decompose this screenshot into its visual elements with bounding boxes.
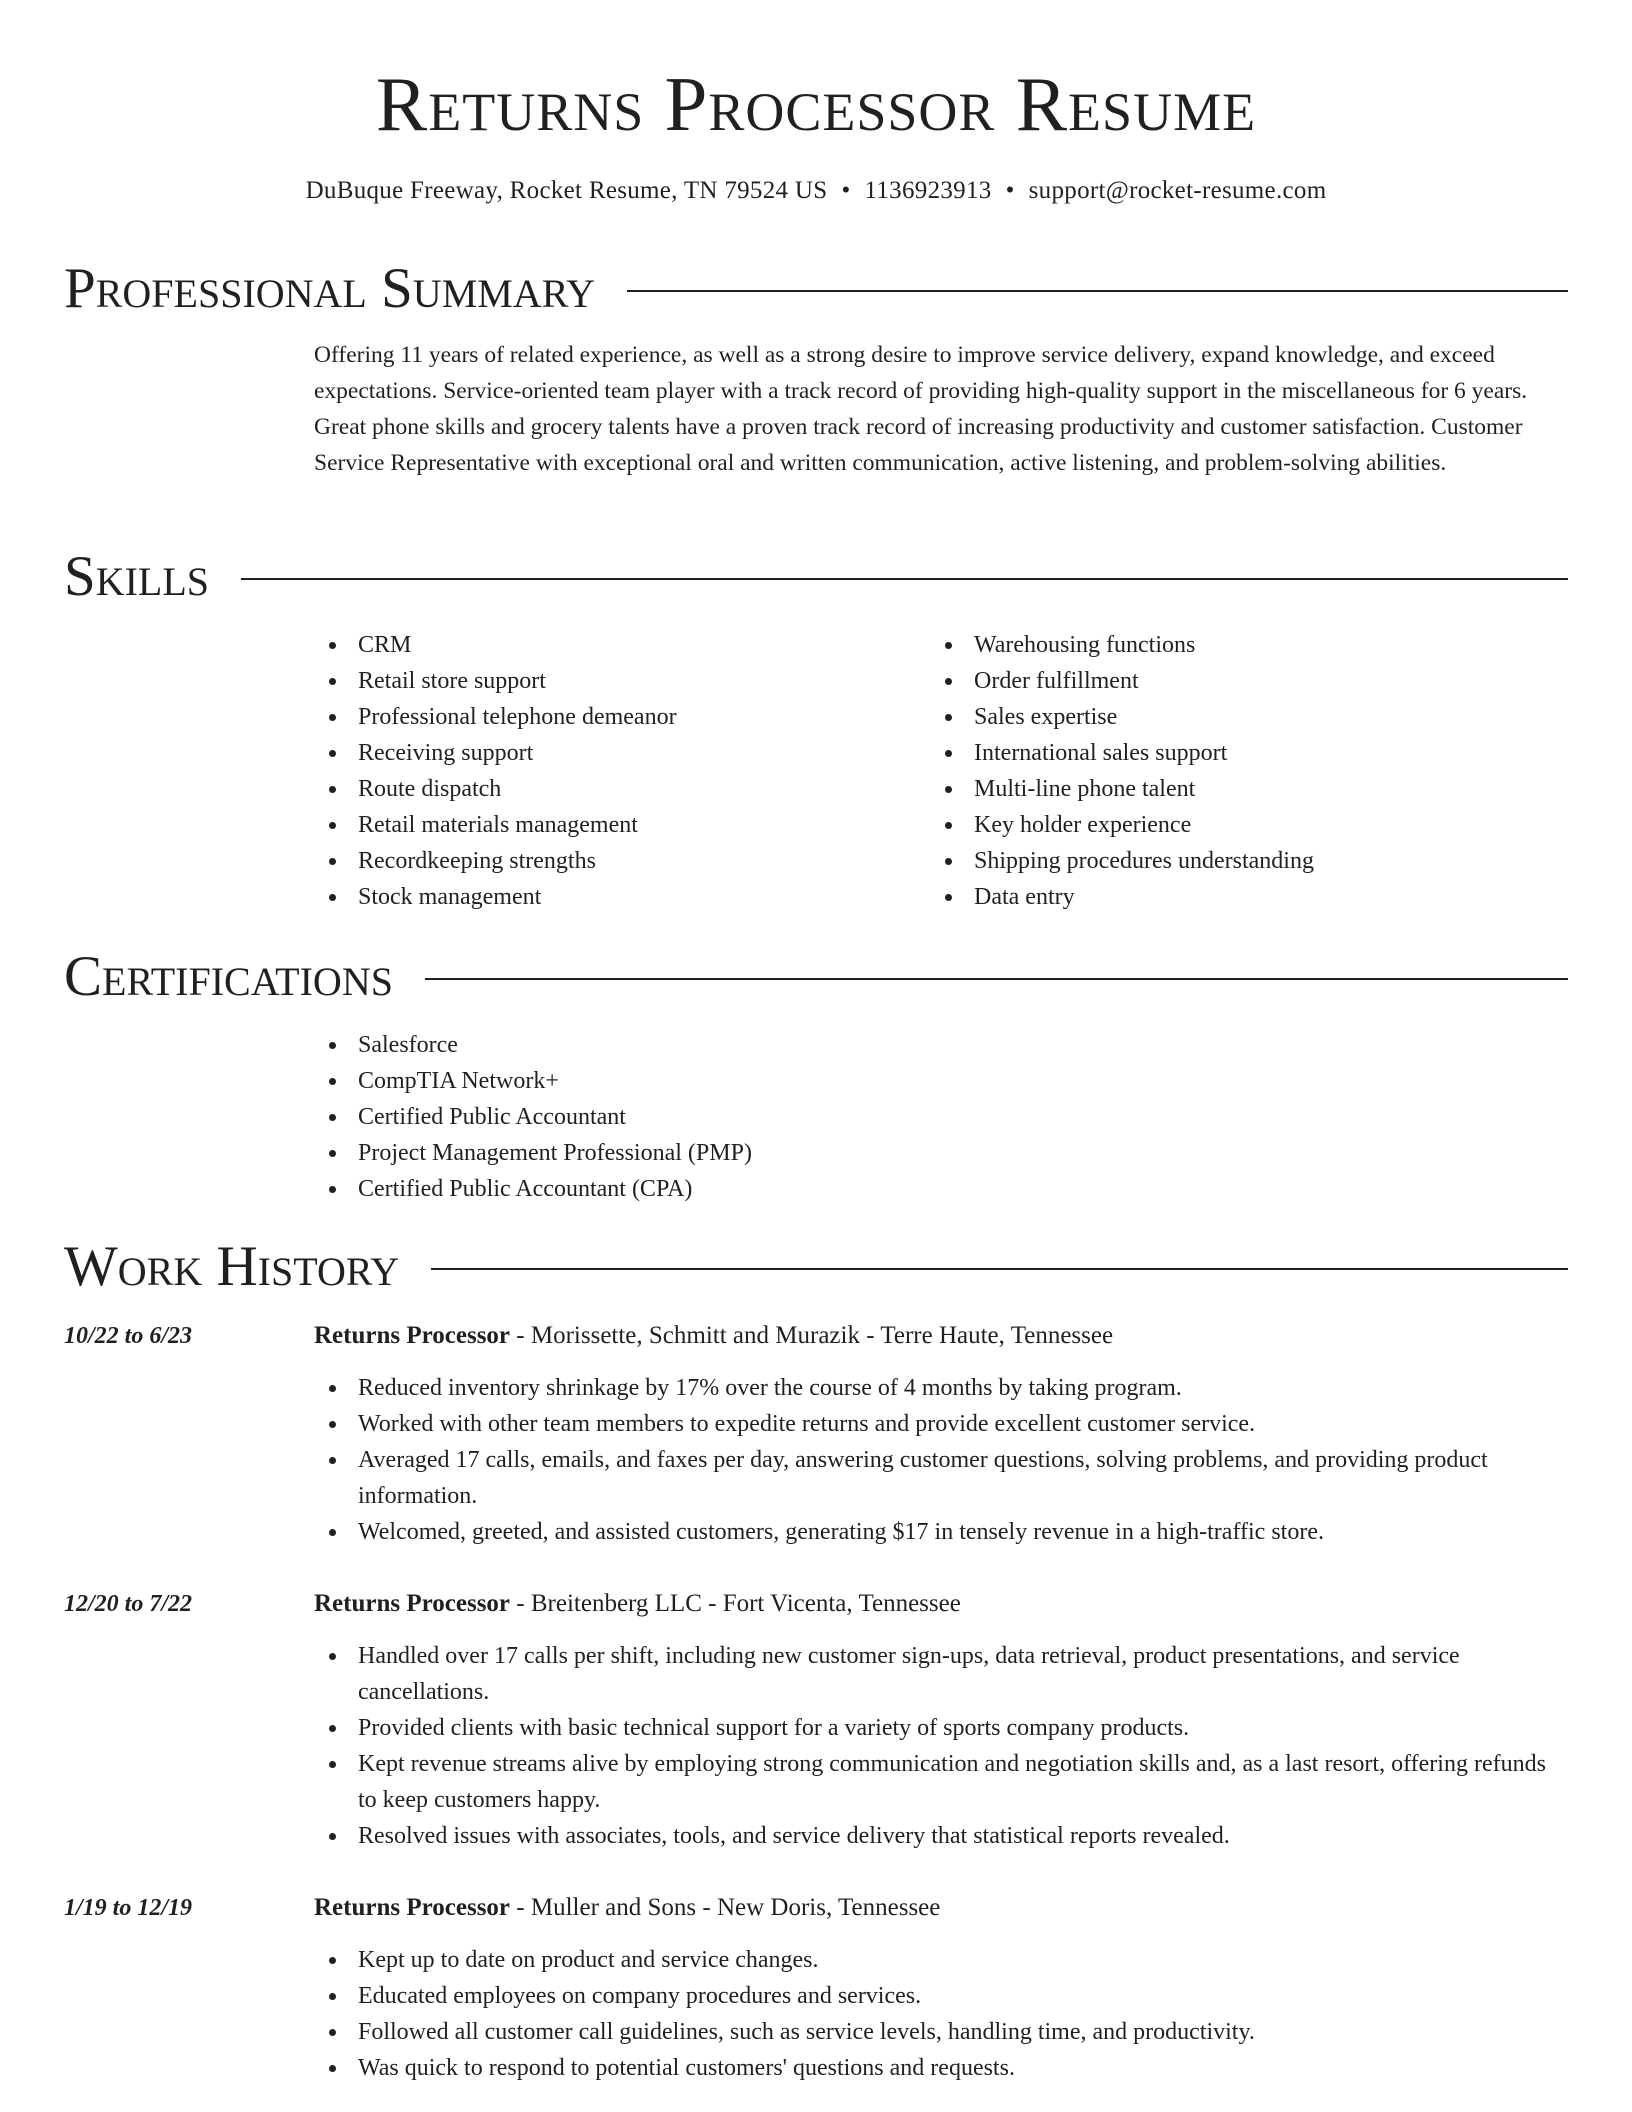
job-duty-item: Provided clients with basic technical support for a variety of sports company products. <box>314 1710 1568 1746</box>
job-dates: 12/20 to 7/22 <box>64 1591 193 1617</box>
contact-separator: • <box>841 177 851 204</box>
skill-item: Order fulfillment <box>930 663 1568 699</box>
job-duty-item: Reduced inventory shrinkage by 17% over the course of 4 months by taking program. <box>314 1370 1568 1406</box>
contact-phone: 1136923913 <box>864 177 992 204</box>
job-duty-item: Handled over 17 calls per shift, including new customer sign-ups, data retrieval, product presentations, and service cancellations. <box>314 1638 1568 1710</box>
section-title-certifications: Certifications <box>64 945 393 1008</box>
section-title-summary: Professional Summary <box>64 257 596 320</box>
skill-item: International sales support <box>930 735 1568 771</box>
certification-item: Project Management Professional (PMP) <box>314 1135 1568 1171</box>
job-duty-item: Averaged 17 calls, emails, and faxes per day, answering customer questions, solving problems, and providing product information. <box>314 1442 1568 1514</box>
job-duty-item: Followed all customer call guidelines, such as service levels, handling time, and productivity. <box>314 2014 1568 2050</box>
section-header-summary <box>64 256 1568 322</box>
contact-address: DuBuque Freeway, Rocket Resume, TN 79524 US <box>305 177 828 204</box>
certification-item: Certified Public Accountant (CPA) <box>314 1171 1568 1207</box>
job-role: Returns Processor <box>314 1322 511 1349</box>
skill-item: Warehousing functions <box>930 627 1568 663</box>
job-duties-list <box>314 1370 1568 1550</box>
job-heading <box>314 1586 1568 1622</box>
skill-item: Stock management <box>314 879 914 915</box>
section-title-work-history: Work History <box>64 1235 400 1298</box>
skill-item: Retail materials management <box>314 807 914 843</box>
section-divider <box>627 290 1568 292</box>
resume-title: Returns Processor Resume <box>375 61 1257 147</box>
job-duty-item: Kept up to date on product and service changes. <box>314 1942 1568 1978</box>
job-employer-location: - Breitenberg LLC - Fort Vicenta, Tennessee <box>510 1590 961 1617</box>
job-duties-list <box>314 1942 1568 2086</box>
contact-line <box>0 174 1632 208</box>
contact-email: support@rocket-resume.com <box>1028 177 1327 204</box>
job-employer-location: - Muller and Sons - New Doris, Tennessee <box>510 1894 941 1921</box>
job-duty-item: Kept revenue streams alive by employing strong communication and negotiation skills and, as a last resort, offering refunds to keep customers happy. <box>314 1746 1568 1818</box>
job-duty-item: Worked with other team members to expedite returns and provide excellent customer service. <box>314 1406 1568 1442</box>
skill-item: Data entry <box>930 879 1568 915</box>
summary-text: Offering 11 years of related experience, as well as a strong desire to improve service delivery, expand knowledge, and exceed expectations. Service-oriented team player with a track record of providing high-quality support in the miscellaneous for 6 years. Great phone skills and grocery talents have a proven track record of increasing productivity and customer satisfaction. Customer Service Representative with exceptional oral and written communication, active listening, and problem-solving abilities. <box>314 342 1528 476</box>
section-title-skills: Skills <box>64 545 210 608</box>
skill-item: Professional telephone demeanor <box>314 699 914 735</box>
skill-item: Multi-line phone talent <box>930 771 1568 807</box>
job-dates: 1/19 to 12/19 <box>64 1895 193 1921</box>
skill-item: Recordkeeping strengths <box>314 843 914 879</box>
skill-item: Route dispatch <box>314 771 914 807</box>
job-duty-item: Was quick to respond to potential customers' questions and requests. <box>314 2050 1568 2086</box>
job-employer-location: - Morissette, Schmitt and Murazik - Terre Haute, Tennessee <box>510 1322 1114 1349</box>
skill-item: Key holder experience <box>930 807 1568 843</box>
job-duty-item: Resolved issues with associates, tools, and service delivery that statistical reports revealed. <box>314 1818 1568 1854</box>
skills-list-left <box>314 627 914 915</box>
job-role: Returns Processor <box>314 1894 511 1921</box>
section-divider <box>241 578 1568 580</box>
job-heading <box>314 1890 1568 1926</box>
skill-item: Receiving support <box>314 735 914 771</box>
skill-item: CRM <box>314 627 914 663</box>
section-header-certifications <box>64 944 1568 1010</box>
job-duty-item: Educated employees on company procedures and services. <box>314 1978 1568 2014</box>
skills-list-right <box>930 627 1568 915</box>
certification-item: CompTIA Network+ <box>314 1063 1568 1099</box>
job-heading <box>314 1318 1568 1354</box>
certification-item: Salesforce <box>314 1027 1568 1063</box>
certification-item: Certified Public Accountant <box>314 1099 1568 1135</box>
skill-item: Shipping procedures understanding <box>930 843 1568 879</box>
job-role: Returns Processor <box>314 1590 511 1617</box>
skill-item: Retail store support <box>314 663 914 699</box>
skill-item: Sales expertise <box>930 699 1568 735</box>
job-duty-item: Welcomed, greeted, and assisted customers, generating $17 in tensely revenue in a high-traffic store. <box>314 1514 1568 1550</box>
certifications-list <box>314 1027 1568 1207</box>
section-divider <box>431 1268 1568 1270</box>
section-header-work-history <box>64 1234 1568 1300</box>
job-duties-list <box>314 1638 1568 1854</box>
section-header-skills <box>64 544 1568 610</box>
contact-separator: • <box>1005 177 1015 204</box>
job-dates: 10/22 to 6/23 <box>64 1323 193 1349</box>
section-divider <box>425 978 1568 980</box>
